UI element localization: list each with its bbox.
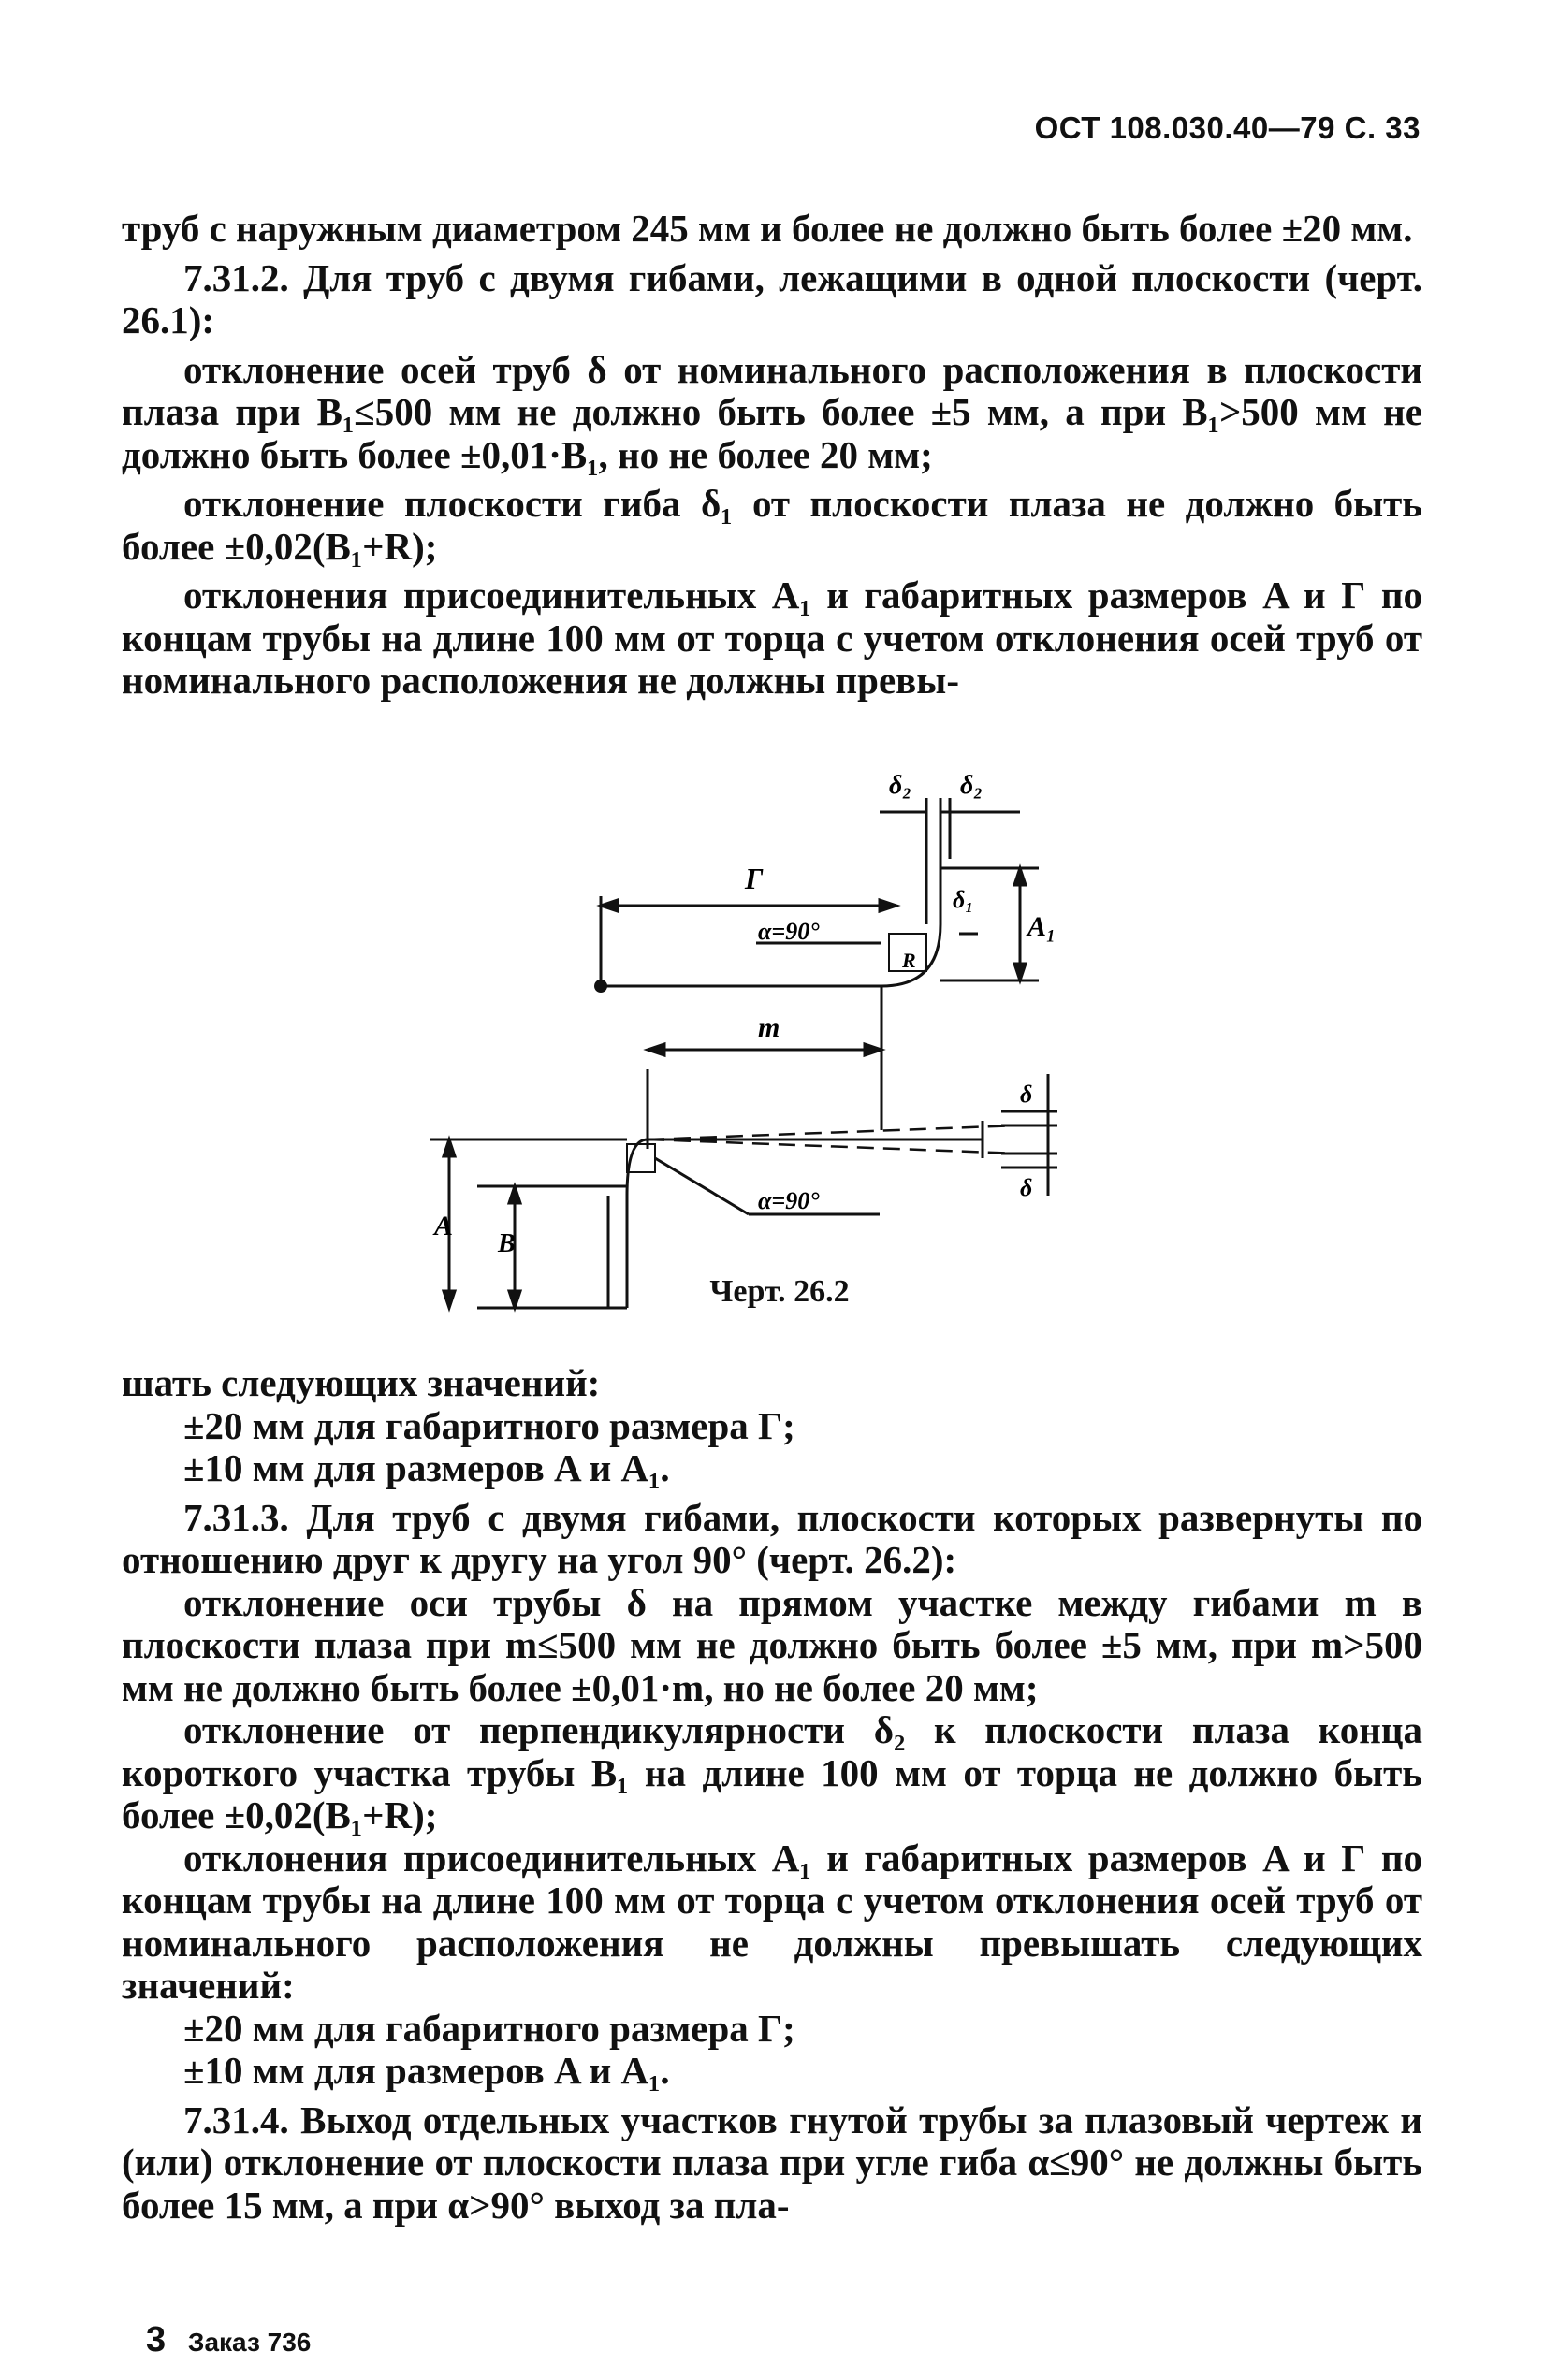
- label-delta2-left: δ₂: [889, 771, 912, 800]
- label-delta1: δ₁: [953, 886, 974, 913]
- page-footer: [146, 2320, 311, 2360]
- paragraph-7-31-3: 7.31.3. Для труб с двумя гибами, плоскости которых развернуты по отношению друг к другу на угол 90° (черт. 26.2):: [122, 1495, 1422, 1581]
- list-item: ±20 мм для габаритного размера Г;: [183, 2006, 795, 2050]
- paragraph: шать следующих значений:: [122, 1361, 601, 1404]
- label-delta-bottom: δ: [1020, 1174, 1033, 1201]
- label-A: A: [434, 1211, 454, 1241]
- label-delta2-right: δ₂: [960, 771, 983, 800]
- figure-caption: Черт. 26.2: [709, 1274, 850, 1309]
- text-block-bottom: [122, 1362, 1422, 2227]
- label-alpha-top: α=90°: [758, 918, 820, 945]
- list-item: ±20 мм для габаритного размера Г;: [183, 1403, 795, 1447]
- label-delta-top: δ: [1020, 1081, 1033, 1108]
- paragraph: отклонение от перпендикулярности δ₂ к плоскости плаза конца короткого участка трубы B₁ на длине 100 мм от торца не должно быть более ±0,02(B₁+R);: [122, 1708, 1422, 1836]
- paragraph-7-31-2: 7.31.2. Для труб с двумя гибами, лежащими в одной плоскости (черт. 26.1):: [122, 255, 1422, 341]
- technical-drawing: [434, 756, 1076, 1317]
- label-alpha-bottom: α=90°: [758, 1187, 820, 1214]
- paragraph: отклонение плоскости гиба δ₁ от плоскости плаза не должно быть более ±0,02(B₁+R);: [122, 482, 1422, 568]
- pipe-end-dot: [594, 980, 607, 993]
- list-item: ±10 мм для размеров A и A₁.: [183, 1446, 670, 1489]
- page-number: 3: [146, 2320, 167, 2359]
- paragraph: отклонение оси трубы δ на прямом участке между гибами m в плоскости плаза при m≤500 мм не должно быть более ±5 мм, при m>500 мм не должно быть более ±0,01·m, но не более 20 мм;: [122, 1580, 1422, 1709]
- paragraph: отклонения присоединительных A₁ и габаритных размеров A и Г по концам трубы на длине 100 мм от торца с учетом отклонения осей труб от номинального расположения не должны превышать следующих значений:: [122, 1836, 1422, 2007]
- paragraph: труб с наружным диаметром 245 мм и более не должно быть более ±20 мм.: [122, 207, 1413, 250]
- paragraph: отклонения присоединительных A₁ и габаритных размеров A и Г по концам трубы на длине 100 мм от торца с учетом отклонения осей труб от номинального расположения не должны превы-: [122, 573, 1422, 702]
- label-R: R: [902, 949, 916, 972]
- label-B: B: [498, 1229, 516, 1258]
- text-block-top: [122, 208, 1422, 703]
- paragraph-7-31-4: 7.31.4. Выход отдельных участков гнутой трубы за плазовый чертеж и (или) отклонение от плоскости плаза при угле гиба α≤90° не должны быть более 15 мм, а при α>90° выход за пла-: [122, 2097, 1422, 2227]
- paragraph: отклонение осей труб δ от номинального расположения в плоскости плаза при B₁≤500 мм не должно быть более ±5 мм, а при B₁>500 мм не должно быть более ±0,01·B₁, но не более 20 мм;: [122, 347, 1422, 476]
- page-header: ОСТ 108.030.40—79 С. 33: [1034, 110, 1421, 145]
- list-item: ±10 мм для размеров A и A₁.: [183, 2049, 670, 2092]
- order-number: Заказ 736: [187, 2328, 312, 2357]
- pipe-bend-diagram: [434, 756, 1076, 1317]
- label-A1: A₁: [1027, 911, 1056, 942]
- label-m: m: [758, 1012, 780, 1043]
- label-G: Г: [745, 862, 764, 895]
